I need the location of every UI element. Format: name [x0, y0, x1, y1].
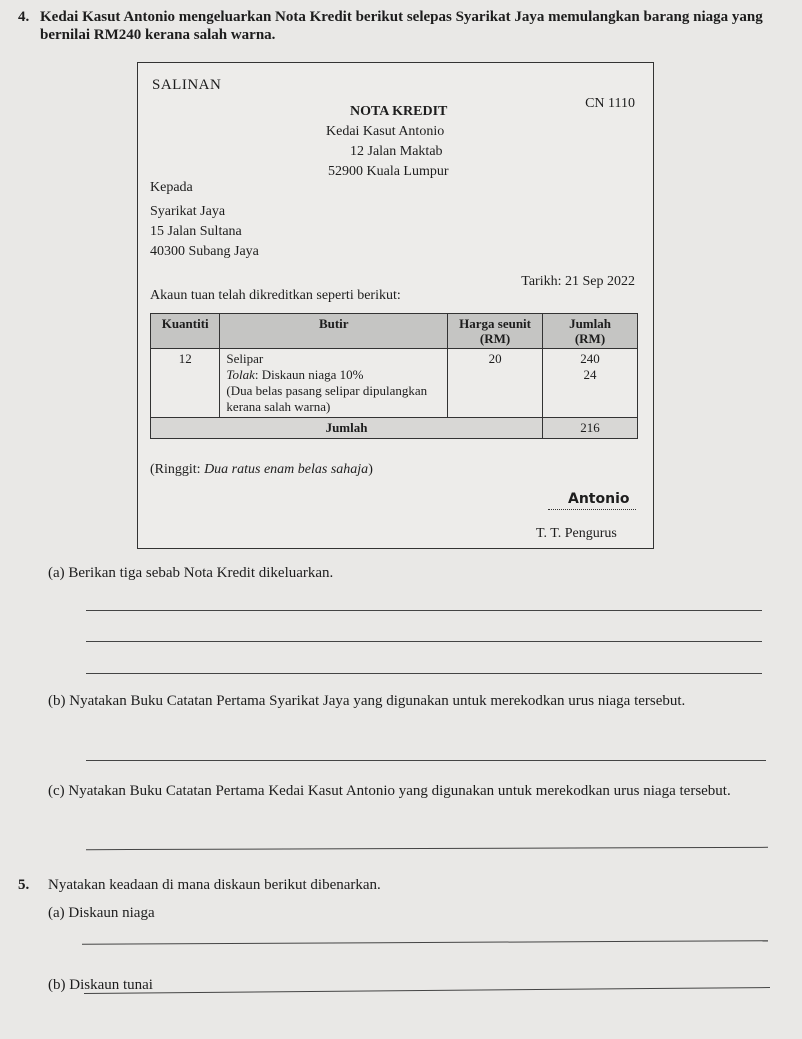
credit-note-table [150, 313, 638, 439]
copy-label: SALINAN [152, 77, 222, 93]
account-statement: Akaun tuan telah dikreditkan seperti berikut: [150, 288, 401, 303]
credit-note-number: CN 1110 [585, 96, 635, 111]
header-jumlah [543, 314, 638, 349]
question-5-text: Nyatakan keadaan di mana diskaun berikut dibenarkan. [48, 877, 381, 893]
credit-note [137, 62, 654, 549]
cell-quantity: 12 [151, 349, 220, 418]
discount-line [226, 367, 441, 383]
question-4c: (c) Nyatakan Buku Catatan Pertama Kedai Kasut Antonio yang digunakan untuk merekodkan urus niaga tersebut. [48, 783, 731, 799]
amount-discount: 24 [583, 367, 597, 382]
header-butir: Butir [220, 314, 448, 349]
header-harga-label: Harga seunit [459, 316, 531, 331]
recipient-address-line2: 40300 Subang Jaya [150, 244, 259, 259]
answer-line-5a[interactable] [82, 940, 768, 945]
question-4-text: Kedai Kasut Antonio mengeluarkan Nota Kredit berikut selepas Syarikat Jaya memulangkan barang niaga yang bernilai RM240 kerana salah warna. [40, 9, 763, 43]
header-jumlah-label: Jumlah [569, 316, 611, 331]
discount-text: : Diskaun niaga 10% [254, 367, 364, 382]
table-row [151, 349, 638, 418]
question-5-number: 5. [18, 877, 30, 893]
cell-amount [543, 349, 638, 418]
shop-address-line2: 52900 Kuala Lumpur [328, 164, 449, 179]
answer-line-4a-2[interactable] [86, 641, 762, 642]
shop-address-line1: 12 Jalan Maktab [350, 144, 443, 159]
cell-description [220, 349, 448, 418]
question-4b: (b) Nyatakan Buku Catatan Pertama Syarikat Jaya yang digunakan untuk merekodkan urus niaga tersebut. [48, 693, 686, 709]
table-header-row [151, 314, 638, 349]
return-note: (Dua belas pasang selipar dipulangkan kerana salah warna) [226, 383, 428, 414]
question-5a: (a) Diskaun niaga [48, 905, 155, 921]
header-harga [448, 314, 543, 349]
ringgit-prefix: (Ringgit: [150, 462, 205, 477]
amount-in-words [150, 461, 373, 478]
item-name: Selipar [226, 351, 264, 366]
credit-note-title: NOTA KREDIT [350, 104, 448, 119]
tolak-label: Tolak [226, 367, 255, 382]
recipient-label: Kepada [150, 180, 193, 195]
header-kuantiti: Kuantiti [151, 314, 220, 349]
answer-line-5b[interactable] [84, 987, 770, 994]
recipient-name: Syarikat Jaya [150, 204, 226, 219]
total-label: Jumlah [151, 418, 543, 439]
manager-title: T. T. Pengurus [536, 526, 617, 541]
total-value: 216 [543, 418, 638, 439]
answer-line-4a-3[interactable] [86, 673, 762, 674]
answer-line-4c[interactable] [86, 847, 768, 850]
shop-name: Kedai Kasut Antonio [326, 124, 445, 139]
ringgit-words: Dua ratus enam belas sahaja [204, 462, 369, 477]
signature: Antonio [568, 491, 630, 507]
question-5b: (b) Diskaun tunai [48, 977, 153, 993]
answer-line-4a-1[interactable] [86, 610, 762, 611]
ringgit-suffix: ) [368, 462, 373, 477]
cell-unit-price: 20 [448, 349, 543, 418]
table-total-row [151, 418, 638, 439]
signature-line [548, 509, 636, 510]
amount-gross: 240 [580, 351, 600, 366]
header-harga-unit: (RM) [479, 331, 511, 346]
question-4-number: 4. [18, 9, 30, 25]
answer-line-4b[interactable] [86, 760, 766, 761]
date: Tarikh: 21 Sep 2022 [521, 274, 635, 289]
question-4a: (a) Berikan tiga sebab Nota Kredit dikeluarkan. [48, 565, 334, 581]
recipient-address-line1: 15 Jalan Sultana [150, 224, 242, 239]
header-jumlah-unit: (RM) [574, 331, 606, 346]
